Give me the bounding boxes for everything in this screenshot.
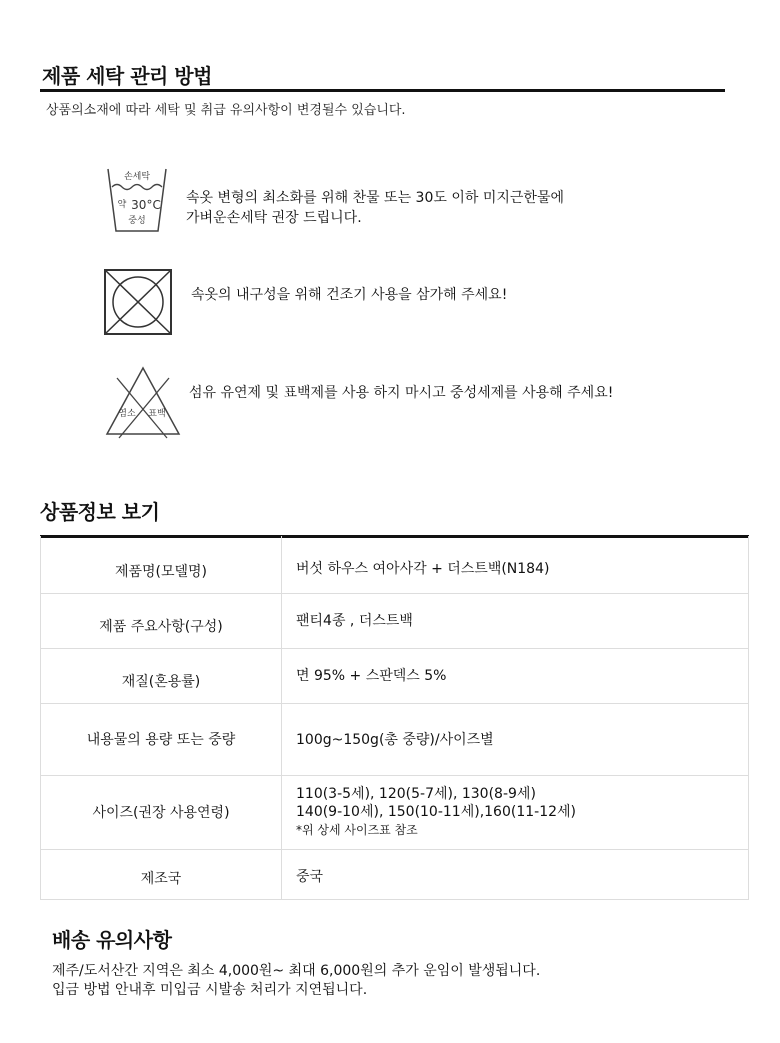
care-line: 속옷 변형의 최소화를 위해 찬물 또는 30도 이하 미지근한물에: [186, 190, 564, 206]
hand-wash-label: 손세탁: [123, 172, 151, 182]
row-label: 사이즈(권장 사용연령): [41, 775, 282, 849]
row-label: 제품명(모델명): [41, 536, 282, 593]
row-label: 내용물의 용량 또는 중량: [41, 703, 282, 775]
row-value: 중국: [282, 849, 749, 899]
care-title: 제품 세탁 관리 방법: [42, 64, 212, 88]
row-value: 팬티4종 , 더스트백: [282, 593, 749, 648]
row-value: 면 95% + 스판덱스 5%: [282, 648, 749, 703]
hand-wash-icon: [104, 165, 170, 237]
shipping-title: 배송 유의사항: [52, 928, 172, 952]
row-label: 제품 주요사항(구성): [41, 593, 282, 648]
shipping-line: 입금 방법 안내후 미입금 시발송 처리가 지연됩니다.: [52, 982, 368, 998]
shipping-notes: [52, 962, 540, 1000]
bleach-label: 표백: [148, 409, 166, 419]
table-row: [41, 648, 749, 703]
care-line: 가벼운손세탁 권장 드립니다.: [186, 210, 362, 226]
care-item-no-dry-text: [191, 285, 507, 305]
row-value: 버섯 하우스 여아사각 + 더스트백(N184): [282, 536, 749, 593]
no-bleach-icon: [103, 364, 183, 440]
size-note: *위 상세 사이즈표 참조: [296, 823, 418, 837]
care-subtitle: 상품의소재에 따라 세탁 및 취급 유의사항이 변경될수 있습니다.: [46, 103, 406, 118]
table-row: [41, 775, 749, 849]
no-tumble-dry-icon: [103, 268, 173, 336]
row-label: 재질(혼용률): [41, 648, 282, 703]
hand-wash-temp-label: 30°C: [131, 198, 161, 212]
info-title: 상품정보 보기: [40, 500, 160, 524]
row-label: 제조국: [41, 849, 282, 899]
care-item-no-bleach-text: [189, 383, 613, 403]
care-line: 속옷의 내구성을 위해 건조기 사용을 삼가해 주세요!: [191, 287, 508, 303]
care-item-hand-wash-text: [186, 188, 564, 228]
table-row: [41, 703, 749, 775]
table-row: [41, 593, 749, 648]
care-title-rule: [40, 89, 725, 92]
hand-wash-weak-label: 약: [117, 200, 127, 210]
row-value: [282, 775, 749, 849]
hand-wash-neutral-label: 중성: [128, 216, 146, 226]
product-info-table: [40, 536, 749, 900]
care-line: 섬유 유연제 및 표백제를 사용 하지 마시고 중성세제를 사용해 주세요!: [189, 385, 614, 401]
size-line: 110(3-5세), 120(5-7세), 130(8-9세): [296, 786, 536, 802]
table-row: [41, 536, 749, 593]
size-line: 140(9-10세), 150(10-11세),160(11-12세): [296, 804, 576, 820]
chlorine-label: 염소: [118, 409, 136, 419]
row-value: 100g~150g(총 중량)/사이즈별: [282, 703, 749, 775]
shipping-line: 제주/도서산간 지역은 최소 4,000원~ 최대 6,000원의 추가 운임이 발생됩니다.: [52, 963, 541, 979]
table-row: [41, 849, 749, 899]
